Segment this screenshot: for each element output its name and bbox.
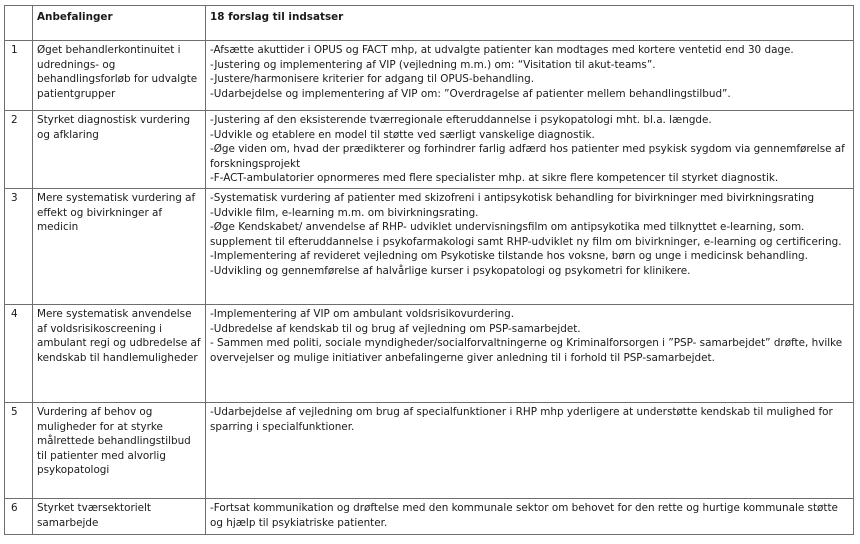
recommendation-cell: Styrket tværsektorielt samarbejde [33,499,206,535]
action-item: -Afsætte akuttider i OPUS og FACT mhp, at udvalgte patienter kan modtages med kortere ventetid end 30 dage. [210,44,794,56]
action-item: -Udarbejdelse af vejledning om brug af specialfunktioner i RHP mhp yderligere at understøtte kendskab til mulighed for sparring i specialfunktioner. [210,406,833,433]
action-item: -Udvikle og etablere en model til støtte ved særligt vanskelige diagnostik. [210,128,595,141]
row-number: 5 [5,403,33,499]
header-row [5,6,854,41]
actions-cell [206,403,854,499]
row-number: 3 [5,189,33,305]
action-item: -F-ACT-ambulatorier opnormeres med flere specialister mhp. at sikre flere kompetencer til styrket diagnostik. [210,172,779,185]
actions-cell [206,499,854,535]
action-item: -Systematisk vurdering af patienter med skizofreni i antipsykotisk behandling for bivirkninger med bivirkningsrating [210,192,815,204]
action-item: -Udarbejdelse og implementering af VIP om: ”Overdragelse af patienter mellem behandlingstilbud”. [210,87,731,100]
recommendation-cell: Mere systematisk vurdering af effekt og bivirkninger af medicin [33,189,206,305]
action-item: -Øge Kendskabet/ anvendelse af RHP- udviklet undervisningsfilm om antipsykotika med tilknyttet e-learning, som. supplement til efteruddannelse i psykofarmakologi samt RHP-udviklet ny film om bivirkninger, e-learning og certificering. [210,221,842,248]
table-row [5,403,854,499]
actions-cell [206,189,854,305]
action-item: -Udvikling og gennemførelse af halvårlige kurser i psykopatologi og psykometri for klinikere. [210,264,691,277]
recommendation-cell: Vurdering af behov og muligheder for at styrke målrettede behandlingstilbud til patienter med alvorlig psykopatologi [33,403,206,499]
header-recommendations: Anbefalinger [33,6,206,41]
action-item: - Sammen med politi, sociale myndigheder/socialforvaltningerne og Kriminalforsorgen i ”PSP- samarbejdet” drøfte, hvilke overvejelser og mulige initiativer anbefalingerne giver anledning til i forhold til PSP-samarbejdet. [210,337,843,364]
recommendation-cell: Øget behandlerkontinuitet i udrednings- og behandlingsforløb for udvalgte patientgrupper [33,41,206,111]
row-number: 2 [5,111,33,189]
row-number: 6 [5,499,33,535]
recommendation-cell: Mere systematisk anvendelse af voldsrisikoscreening i ambulant regi og udbredelse af kendskab til handlemuligheder [33,305,206,403]
recommendation-cell: Styrket diagnostisk vurdering og afklaring [33,111,206,189]
actions-cell [206,111,854,189]
action-item: -Justere/harmonisere kriterier for adgang til OPUS-behandling. [210,73,535,86]
row-number: 1 [5,41,33,111]
table-row [5,111,854,189]
action-item: -Udbredelse af kendskab til og brug af vejledning om PSP-samarbejdet. [210,322,581,335]
row-number: 4 [5,305,33,403]
actions-cell [206,41,854,111]
action-item: -Fortsat kommunikation og drøftelse med den kommunale sektor om behovet for den rette og hurtige kommunale støtte og hjælp til psykiatriske patienter. [210,502,838,529]
action-item: -Øge viden om, hvad der prædikterer og forhindrer farlig adfærd hos patienter med psykisk sygdom via gennemførelse af forskningsprojekt [210,143,845,170]
actions-cell [206,305,854,403]
header-actions: 18 forslag til indsatser [206,6,854,41]
table-row [5,499,854,535]
action-item: -Justering og implementering af VIP (vejledning m.m.) om: “Visitation til akut-teams”. [210,58,656,71]
header-number [5,6,33,41]
action-item: -Implementering af VIP om ambulant voldsrisikovurdering. [210,308,515,320]
action-item: -Udvikle film, e-learning m.m. om bivirkningsrating. [210,206,479,219]
table-row [5,41,854,111]
table-row [5,305,854,403]
table-row [5,189,854,305]
action-item: -Justering af den eksisterende tværregionale efteruddannelse i psykopatologi mht. bl.a. længde. [210,114,712,126]
recommendations-table [4,5,854,535]
action-item: -Implementering af revideret vejledning om Psykotiske tilstande hos voksne, børn og unge i medicinsk behandling. [210,250,808,263]
